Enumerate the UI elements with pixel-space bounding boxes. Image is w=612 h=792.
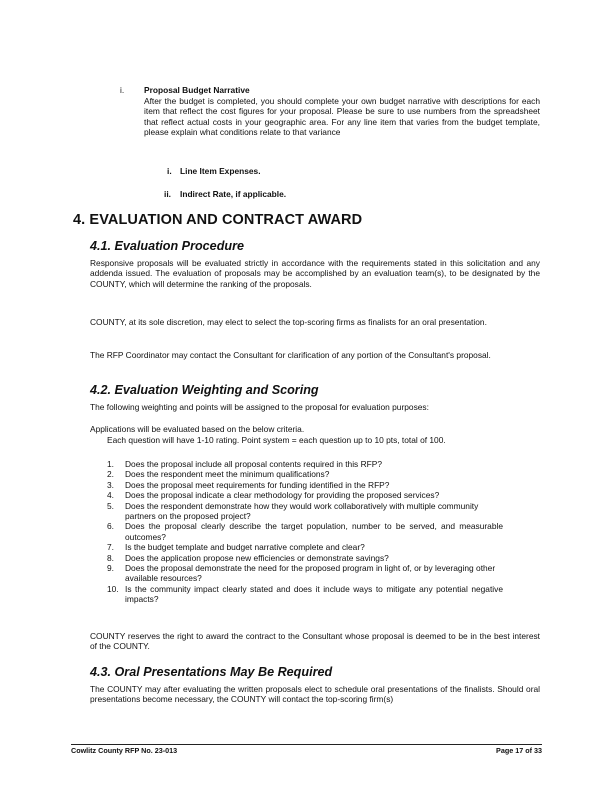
list-item [107, 584, 503, 605]
list-item-number: 8. [107, 552, 114, 563]
list-item-text: Does the proposal indicate a clear methodology for providing the proposed services? [125, 490, 440, 501]
list-item-number: 9. [107, 563, 114, 574]
list-item-text: Does the respondent demonstrate how they would work collaboratively with multiple community partners on the proposed project? [125, 500, 479, 522]
list-item-number: 2. [107, 469, 114, 480]
sub-item-indirect-rate: Indirect Rate, if applicable. [180, 189, 287, 199]
section-4-2-heading: 4.2. Evaluation Weighting and Scoring [90, 383, 319, 397]
list-item-number: 5. [107, 500, 114, 511]
section-4-heading: 4. EVALUATION AND CONTRACT AWARD [73, 212, 363, 228]
footer-page-number: Page 17 of 33 [496, 746, 542, 755]
list-item-number: 3. [107, 479, 114, 490]
evaluation-procedure-p3: The RFP Coordinator may contact the Consultant for clarification of any portion of the Consultant's proposal. [90, 350, 491, 360]
weighting-intro: The following weighting and points will be assigned to the proposal for evaluation purposes: [90, 402, 429, 412]
list-item-text: Is the budget template and budget narrative complete and clear? [125, 542, 365, 553]
section-4-1-heading: 4.1. Evaluation Procedure [90, 239, 244, 253]
award-statement: COUNTY reserves the right to award the contract to the Consultant whose proposal is deemed to be in the best interest of the COUNTY. [90, 631, 540, 652]
footer-divider [71, 744, 542, 745]
list-item [107, 542, 503, 552]
section-4-3-heading: 4.3. Oral Presentations May Be Required [90, 665, 333, 679]
list-item-text: Does the application propose new efficiencies or demonstrate savings? [125, 552, 389, 563]
budget-narrative-body: After the budget is completed, you should complete your own budget narrative with descriptions for each item that reflect the cost figures for your proposal. Please be sure to use numbers from the spreadsheet that reflect actual costs in your geographic area. For any line item that varies from the budget template, please explain what conditions relate to that variance [144, 96, 540, 138]
list-item [107, 459, 503, 469]
list-item-text: Does the proposal meet requirements for funding identified in the RFP? [125, 479, 390, 490]
list-item-number: 4. [107, 490, 114, 501]
list-item [107, 480, 503, 490]
sub-item-marker-2: ii. [164, 189, 171, 199]
evaluation-procedure-p1: Responsive proposals will be evaluated strictly in accordance with the requirements stated in this solicitation and any addenda issued. The evaluation of proposals may be accomplished by an evaluation team(s), to be designated by the COUNTY, which will determine the ranking of the proposals. [90, 258, 540, 289]
evaluation-criteria-list [107, 459, 503, 605]
footer-rfp-number: Cowlitz County RFP No. 23-013 [71, 746, 178, 755]
sub-item-marker-1: i. [167, 166, 172, 176]
oral-presentations-p1: The COUNTY may after evaluating the written proposals elect to schedule oral presentations of the finalists. Should oral presentations become necessary, the COUNTY will contact the top-scoring firm(s) [90, 684, 540, 705]
rating-note: Each question will have 1-10 rating. Point system = each question up to 10 pts, total of 100. [107, 435, 446, 445]
list-item [107, 501, 503, 522]
list-item-number: 1. [107, 459, 114, 469]
list-item-text: Is the community impact clearly stated and does it include ways to mitigate any potential negative impacts? [125, 583, 503, 605]
list-item-number: 10. [107, 583, 119, 594]
list-item-number: 7. [107, 542, 114, 553]
list-item-text: Does the proposal clearly describe the target population, number to be served, and measurable outcomes? [125, 521, 503, 542]
list-item [107, 469, 503, 479]
list-item [107, 553, 503, 563]
list-item-number: 6. [107, 521, 114, 532]
budget-narrative-title: Proposal Budget Narrative [144, 85, 250, 95]
list-item-text: Does the proposal include all proposal contents required in this RFP? [125, 459, 382, 469]
list-item [107, 563, 503, 584]
list-item [107, 490, 503, 500]
criteria-intro: Applications will be evaluated based on the below criteria. [90, 424, 305, 434]
list-item-text: Does the proposal demonstrate the need for the proposed program in light of, or by leveraging other available resources? [125, 563, 496, 584]
evaluation-procedure-p2: COUNTY, at its sole discretion, may elect to select the top-scoring firms as finalists for an oral presentation. [90, 317, 487, 327]
list-item [107, 521, 503, 542]
list-item-text: Does the respondent meet the minimum qualifications? [125, 469, 330, 480]
budget-narrative-marker: i. [120, 85, 125, 95]
sub-item-line-item-expenses: Line Item Expenses. [180, 166, 261, 176]
